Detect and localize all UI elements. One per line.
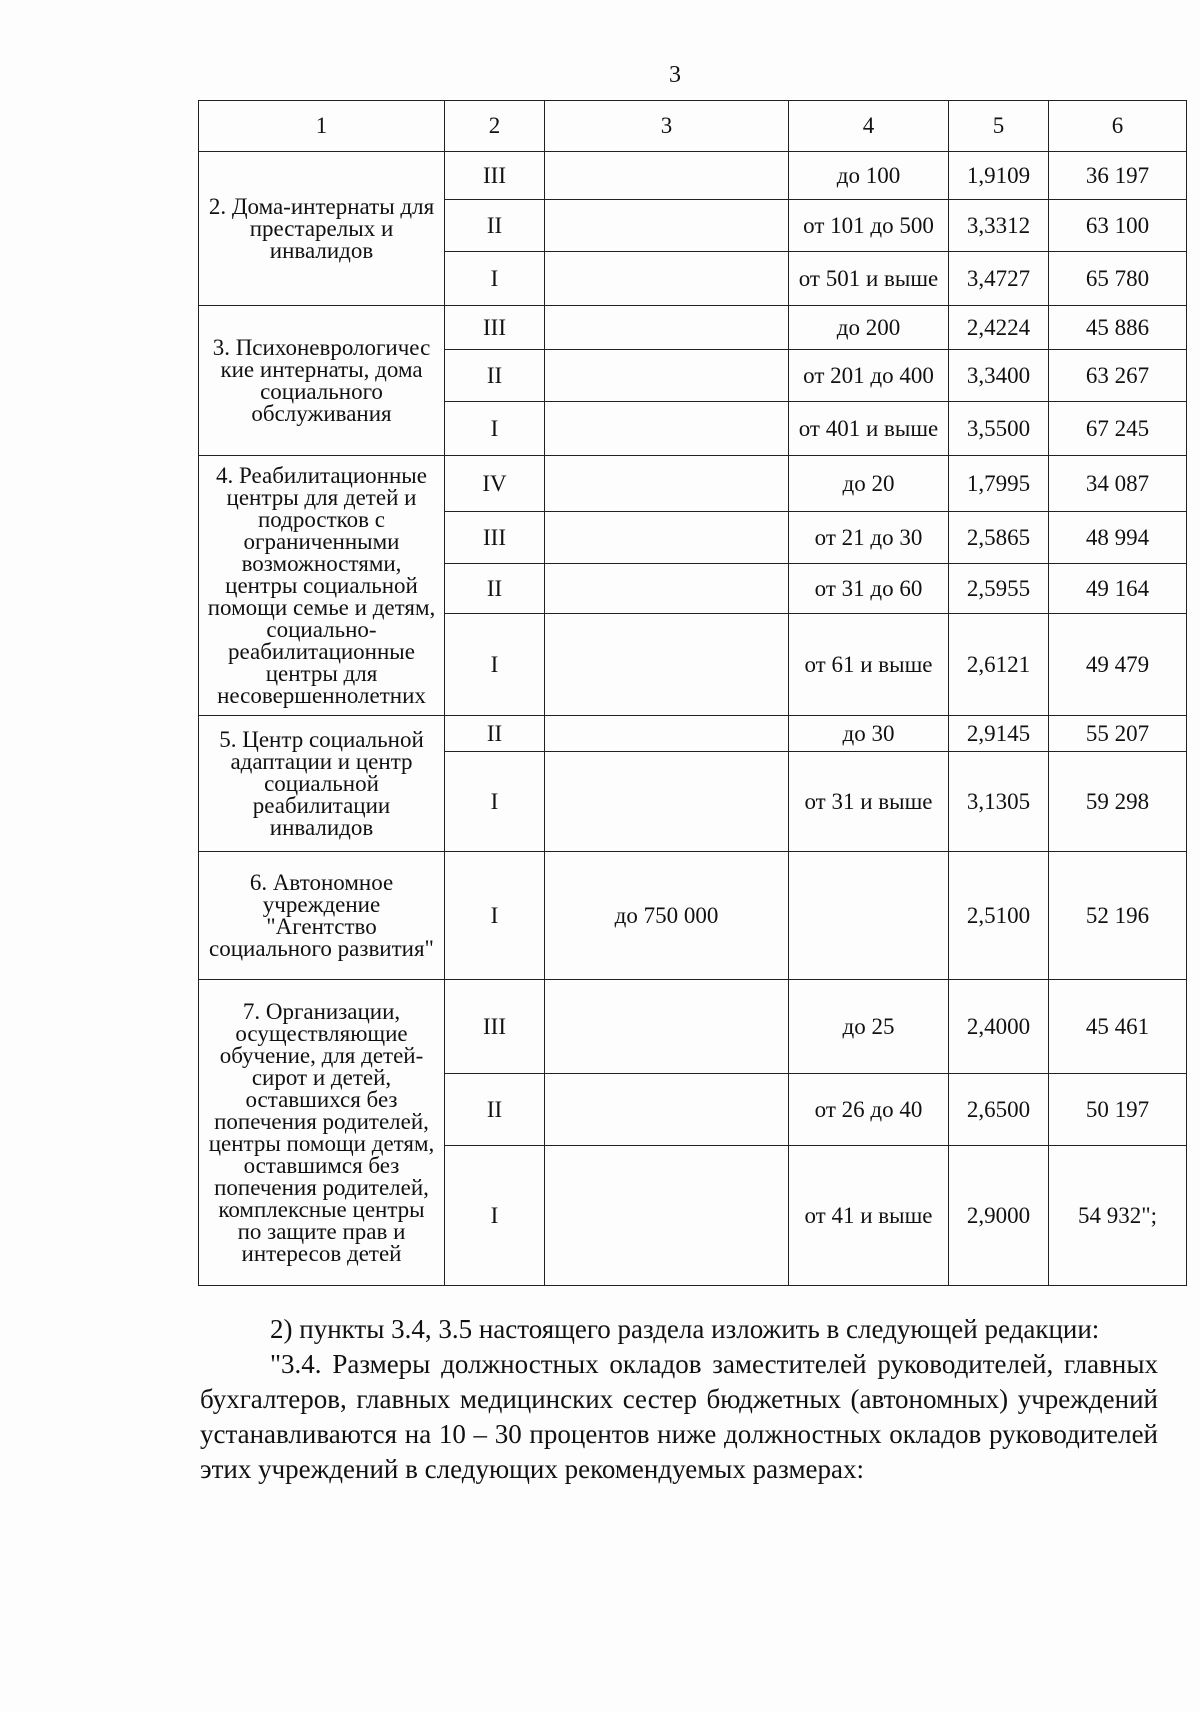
volume-cell xyxy=(545,980,789,1074)
salary-cell: 67 245 xyxy=(1049,402,1187,456)
range-cell: от 101 до 500 xyxy=(789,200,949,252)
page-number: 3 xyxy=(669,62,681,88)
volume-cell: до 750 000 xyxy=(545,852,789,980)
table-row xyxy=(199,152,1187,200)
group-cell: III xyxy=(445,980,545,1074)
coefficient-cell: 2,5865 xyxy=(949,512,1049,564)
group-cell: I xyxy=(445,252,545,306)
group-cell: II xyxy=(445,1074,545,1146)
group-cell: I xyxy=(445,852,545,980)
salary-cell: 54 932"; xyxy=(1049,1146,1187,1286)
group-cell: I xyxy=(445,1146,545,1286)
salary-cell: 45 461 xyxy=(1049,980,1187,1074)
coefficient-cell: 1,7995 xyxy=(949,456,1049,512)
coefficient-cell: 3,3400 xyxy=(949,350,1049,402)
column-header: 1 xyxy=(199,101,445,152)
range-cell: от 26 до 40 xyxy=(789,1074,949,1146)
range-cell: от 61 и выше xyxy=(789,614,949,716)
salary-cell: 63 267 xyxy=(1049,350,1187,402)
table-row xyxy=(199,306,1187,350)
column-header: 4 xyxy=(789,101,949,152)
range-cell: до 200 xyxy=(789,306,949,350)
volume-cell xyxy=(545,252,789,306)
salary-cell: 34 087 xyxy=(1049,456,1187,512)
paragraph: 2) пункты 3.4, 3.5 настоящего раздела изложить в следующей редакции: xyxy=(270,1314,1100,1344)
institution-name: 7. Организации, осуществляющие обучение, для детей-сирот и детей, оставшихся без попечения родителей, центры помощи детям, оставшимся без попечения родителей, комплексные центры по защите прав и интересов детей xyxy=(199,980,445,1286)
coefficient-cell: 2,6500 xyxy=(949,1074,1049,1146)
institution-name: 6. Автономное учреждение "Агентство социального развития" xyxy=(199,852,445,980)
paragraph: "3.4. Размеры должностных окладов заместителей руководителей, главных бухгалтеров, главных медицинских сестер бюджетных (автономных) учреждений устанавливаются на 10 – 30 процентов ниже должностных окладов руководителей этих учреждений в следующих рекомендуемых размерах: xyxy=(200,1349,1158,1484)
table-row xyxy=(199,456,1187,512)
salary-cell: 49 164 xyxy=(1049,564,1187,614)
volume-cell xyxy=(545,716,789,752)
institution-name: 4. Реабилитационные центры для детей и подростков с ограниченными возможностями, центры социальной помощи семье и детям, социально-реабилитационные центры для несовершеннолетних xyxy=(199,456,445,716)
group-cell: IV xyxy=(445,456,545,512)
range-cell: от 41 и выше xyxy=(789,1146,949,1286)
group-cell: I xyxy=(445,752,545,852)
volume-cell xyxy=(545,752,789,852)
salary-cell: 52 196 xyxy=(1049,852,1187,980)
range-cell: от 201 до 400 xyxy=(789,350,949,402)
table-row xyxy=(199,716,1187,752)
salary-cell: 65 780 xyxy=(1049,252,1187,306)
group-cell: II xyxy=(445,200,545,252)
salary-cell: 45 886 xyxy=(1049,306,1187,350)
salary-cell: 49 479 xyxy=(1049,614,1187,716)
column-header: 2 xyxy=(445,101,545,152)
range-cell xyxy=(789,852,949,980)
coefficient-cell: 1,9109 xyxy=(949,152,1049,200)
volume-cell xyxy=(545,564,789,614)
group-cell: III xyxy=(445,512,545,564)
volume-cell xyxy=(545,512,789,564)
range-cell: от 31 до 60 xyxy=(789,564,949,614)
volume-cell xyxy=(545,456,789,512)
coefficient-cell: 2,9145 xyxy=(949,716,1049,752)
range-cell: от 31 и выше xyxy=(789,752,949,852)
column-header: 6 xyxy=(1049,101,1187,152)
volume-cell xyxy=(545,350,789,402)
salary-cell: 59 298 xyxy=(1049,752,1187,852)
body-text xyxy=(200,1312,1158,1487)
range-cell: от 401 и выше xyxy=(789,402,949,456)
coefficient-cell: 2,5955 xyxy=(949,564,1049,614)
coefficient-cell: 2,6121 xyxy=(949,614,1049,716)
volume-cell xyxy=(545,402,789,456)
volume-cell xyxy=(545,1146,789,1286)
range-cell: до 25 xyxy=(789,980,949,1074)
coefficient-cell: 3,3312 xyxy=(949,200,1049,252)
salary-cell: 63 100 xyxy=(1049,200,1187,252)
coefficient-cell: 3,4727 xyxy=(949,252,1049,306)
table-header-row xyxy=(199,101,1187,152)
volume-cell xyxy=(545,614,789,716)
coefficient-cell: 3,5500 xyxy=(949,402,1049,456)
coefficient-cell: 2,4000 xyxy=(949,980,1049,1074)
table-row xyxy=(199,852,1187,980)
salary-table xyxy=(198,100,1187,1286)
institution-name: 3. Психоневрологичес кие интернаты, дома социального обслуживания xyxy=(199,306,445,456)
range-cell: от 501 и выше xyxy=(789,252,949,306)
salary-cell: 55 207 xyxy=(1049,716,1187,752)
institution-name: 5. Центр социальной адаптации и центр социальной реабилитации инвалидов xyxy=(199,716,445,852)
group-cell: III xyxy=(445,306,545,350)
salary-cell: 36 197 xyxy=(1049,152,1187,200)
range-cell: до 100 xyxy=(789,152,949,200)
institution-name: 2. Дома-интернаты для престарелых и инвалидов xyxy=(199,152,445,306)
group-cell: II xyxy=(445,716,545,752)
salary-cell: 50 197 xyxy=(1049,1074,1187,1146)
volume-cell xyxy=(545,200,789,252)
group-cell: II xyxy=(445,350,545,402)
group-cell: I xyxy=(445,614,545,716)
table-row xyxy=(199,980,1187,1074)
group-cell: III xyxy=(445,152,545,200)
range-cell: от 21 до 30 xyxy=(789,512,949,564)
range-cell: до 30 xyxy=(789,716,949,752)
group-cell: II xyxy=(445,564,545,614)
volume-cell xyxy=(545,1074,789,1146)
coefficient-cell: 2,4224 xyxy=(949,306,1049,350)
coefficient-cell: 2,9000 xyxy=(949,1146,1049,1286)
coefficient-cell: 3,1305 xyxy=(949,752,1049,852)
salary-cell: 48 994 xyxy=(1049,512,1187,564)
range-cell: до 20 xyxy=(789,456,949,512)
column-header: 5 xyxy=(949,101,1049,152)
column-header: 3 xyxy=(545,101,789,152)
group-cell: I xyxy=(445,402,545,456)
volume-cell xyxy=(545,152,789,200)
coefficient-cell: 2,5100 xyxy=(949,852,1049,980)
volume-cell xyxy=(545,306,789,350)
